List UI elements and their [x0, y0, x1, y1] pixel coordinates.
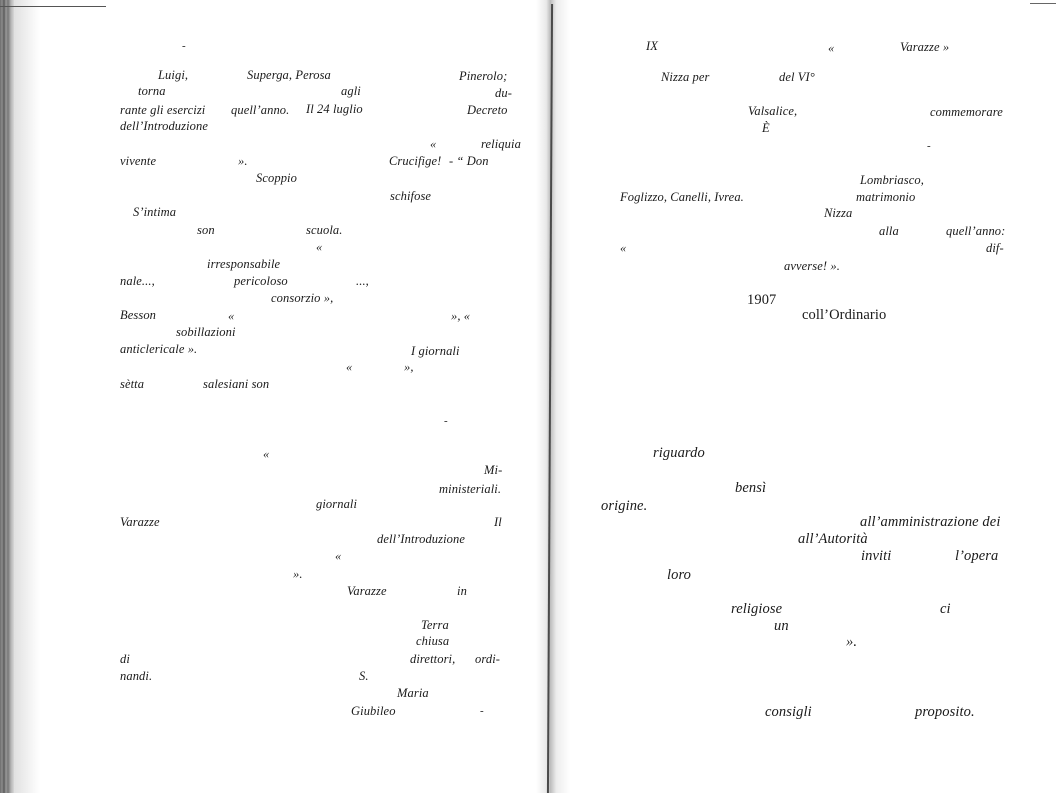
page-word: 1907 [747, 292, 777, 308]
page-word: Valsalice, [748, 104, 798, 118]
page-word: S. [359, 669, 369, 683]
page-word: - [444, 415, 448, 427]
left-binding-edge [0, 0, 14, 793]
page-word: pericoloso [234, 274, 288, 288]
page-word: « [620, 241, 627, 255]
page-word: direttori, [410, 652, 456, 666]
page-word: loro [667, 567, 692, 583]
page-word: scuola. [306, 223, 343, 237]
page-word: Varazze » [900, 40, 950, 54]
page-word: ». [846, 634, 858, 650]
page-word: Varazze [347, 584, 387, 598]
page-word: salesiani son [203, 377, 270, 391]
page-word: schifose [390, 189, 432, 203]
page-word: - [182, 40, 186, 52]
page-word: Besson [120, 308, 157, 322]
page-word: È [762, 121, 770, 135]
page-word: dif- [986, 241, 1004, 255]
page-word: all’amministrazione dei [860, 514, 1001, 530]
page-word: riguardo [653, 445, 705, 461]
page-word: origine. [601, 498, 648, 514]
page-word: Il [494, 515, 502, 529]
page-word: - [480, 705, 484, 717]
page-word: alla [879, 224, 899, 238]
page-word: I giornali [411, 344, 460, 358]
page-word: Superga, Perosa [247, 68, 331, 82]
page-word: rante gli esercizi [120, 103, 206, 117]
page-word: « [430, 137, 437, 151]
page-word: anticlericale ». [120, 342, 198, 356]
page-word: Terra [421, 618, 449, 632]
page-word: ». [238, 154, 248, 168]
page-word: inviti [861, 548, 892, 564]
page-word: Mi- [484, 463, 503, 477]
page-word: sètta [120, 377, 145, 391]
page-word: nandi. [120, 669, 153, 683]
page-word: quell’anno. [231, 103, 290, 117]
page-word: in [457, 584, 467, 598]
page-word: chiusa [416, 634, 450, 648]
page-word: Scoppio [256, 171, 297, 185]
page-word: Luigi, [158, 68, 189, 82]
page-word: Nizza per [661, 70, 710, 84]
page-word: Maria [397, 686, 429, 700]
page-word: IX [646, 39, 658, 53]
page-word: religiose [731, 601, 783, 617]
page-word: consigli [765, 704, 812, 720]
page-word: ». [293, 567, 303, 581]
center-gutter [536, 0, 570, 793]
page-word: », « [451, 309, 471, 323]
page-word: « [346, 360, 353, 374]
page-word: Varazze [120, 515, 160, 529]
page-word: proposito. [915, 704, 975, 720]
page-word: dell’Introduzione [120, 119, 209, 133]
page-word: Il 24 luglio [306, 102, 363, 116]
page-word: bensì [735, 480, 767, 496]
page-word: Decreto [467, 103, 508, 117]
page-word: ministeriali. [439, 482, 502, 496]
page-word: matrimonio [856, 190, 916, 204]
page-word: l’opera [955, 548, 999, 564]
page-word: un [774, 618, 789, 634]
page-word: Pinerolo; [459, 69, 508, 83]
page-word: torna [138, 84, 166, 98]
page-word: - “ Don [449, 154, 489, 168]
page-word: « [335, 549, 342, 563]
top-rule-left [0, 6, 106, 7]
page-word: Lombriasco, [860, 173, 924, 187]
page-word: reliquia [481, 137, 521, 151]
page-word: sobillazioni [176, 325, 236, 339]
page-word: all’Autorità [798, 531, 868, 547]
left-binding-shadow [14, 0, 40, 793]
page-word: Giubileo [351, 704, 396, 718]
page-word: commemorare [930, 105, 1003, 119]
page-word: consorzio », [271, 291, 334, 305]
page-word: ..., [356, 274, 369, 288]
page-word: ordi- [475, 652, 501, 666]
page-word: irresponsabile [207, 257, 281, 271]
page-word: son [197, 223, 215, 237]
page-word: agli [341, 84, 361, 98]
page-word: « [263, 447, 270, 461]
page-word: Crucifige! [389, 154, 442, 168]
page-word: quell’anno: [946, 224, 1006, 238]
page-word: du- [495, 86, 512, 100]
page-word: del VI° [779, 70, 815, 84]
page-word: », [404, 360, 414, 374]
page-word: giornali [316, 497, 358, 511]
page-word: Nizza [824, 206, 853, 220]
page-word: « [828, 41, 835, 55]
page-word: S’intima [133, 205, 177, 219]
page-word: di [120, 652, 130, 666]
page-word: nale..., [120, 274, 155, 288]
page-word: « [316, 240, 323, 254]
page-word: avverse! ». [784, 259, 840, 273]
page-word: - [927, 140, 931, 152]
page-word: ci [940, 601, 951, 617]
top-rule-right [1030, 3, 1056, 4]
page-word: coll’Ordinario [802, 307, 887, 323]
page-word: « [228, 309, 235, 323]
page-word: dell’Introduzione [377, 532, 466, 546]
page-word: vivente [120, 154, 157, 168]
page-word: Foglizzo, Canelli, Ivrea. [620, 190, 744, 204]
